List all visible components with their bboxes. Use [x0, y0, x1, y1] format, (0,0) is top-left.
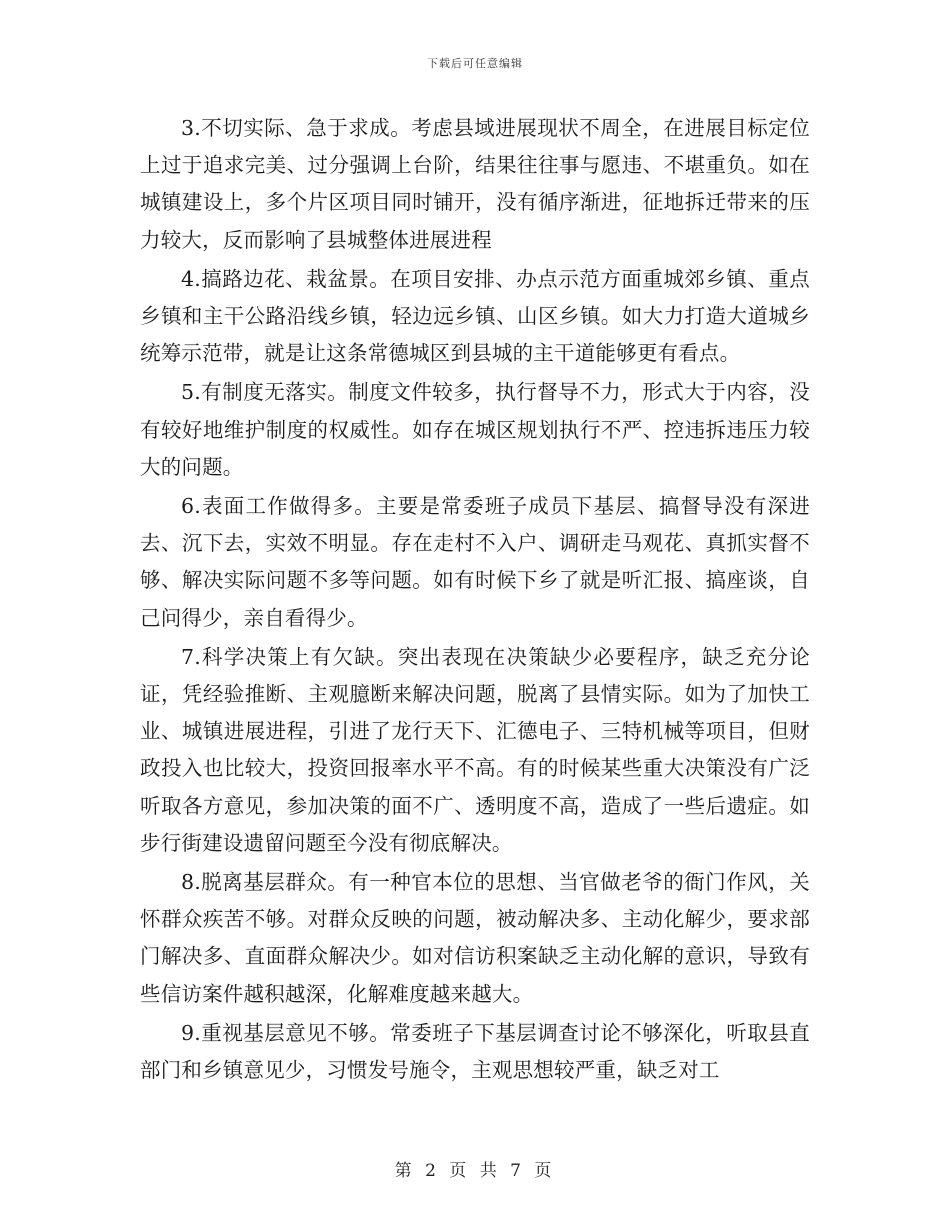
- paragraph-9: 9.重视基层意见不够。常委班子下基层调查讨论不够深化，听取县直部门和乡镇意见少，习惯发号施令，主观思想较严重，缺乏对工: [140, 1020, 810, 1083]
- paragraph-5: 5.有制度无落实。制度文件较多，执行督导不力，形式大于内容，没有较好地维护制度的权威性。如存在城区规划执行不严、控违拆违压力较大的问题。: [140, 380, 810, 479]
- paragraph-8: 8.脱离基层群众。有一种官本位的思想、当官做老爷的衙门作风，关怀群众疾苦不够。对群众反映的问题，被动解决多、主动化解少，要求部门解决多、直面群众解决少。如对信访积案缺乏主动化解的意识，导致有些信访案件越积越深，化解难度越来越大。: [140, 870, 810, 1006]
- page-footer: 第 2 页 共 7 页: [394, 1161, 556, 1181]
- paragraph-6: 6.表面工作做得多。主要是常委班子成员下基层、搞督导没有深进去、沉下去，实效不明显。存在走村不入户、调研走马观花、真抓实督不够、解决实际问题不多等问题。如有时候下乡了就是听汇报、搞座谈，自己问得少，亲自看得少。: [140, 494, 810, 630]
- paragraph-7: 7.科学决策上有欠缺。突出表现在决策缺少必要程序，缺乏充分论证，凭经验推断、主观臆断来解决问题，脱离了县情实际。如为了加快工业、城镇进展进程，引进了龙行天下、汇德电子、三特机械等项目，但财政投入也比较大，投资回报率水平不高。有的时候某些重大决策没有广泛听取各方意见，参加决策的面不广、透明度不高，造成了一些后遗症。如步行街建设遗留问题至今没有彻底解决。: [140, 644, 810, 855]
- paragraph-3: 3.不切实际、急于求成。考虑县域进展现状不周全，在进展目标定位上过于追求完美、过分强调上台阶，结果往往事与愿违、不堪重负。如在城镇建设上，多个片区项目同时铺开，没有循序渐进，征地拆迁带来的压力较大，反而影响了县城整体进展进程: [140, 116, 810, 252]
- page-header: 下载后可任意编辑: [427, 57, 523, 70]
- document-body: [140, 110, 810, 1091]
- paragraph-4: 4.搞路边花、栽盆景。在项目安排、办点示范方面重城郊乡镇、重点乡镇和主干公路沿线乡镇，轻边远乡镇、山区乡镇。如大力打造大道城乡统筹示范带，就是让这条常德城区到县城的主干道能够更有看点。: [140, 266, 810, 366]
